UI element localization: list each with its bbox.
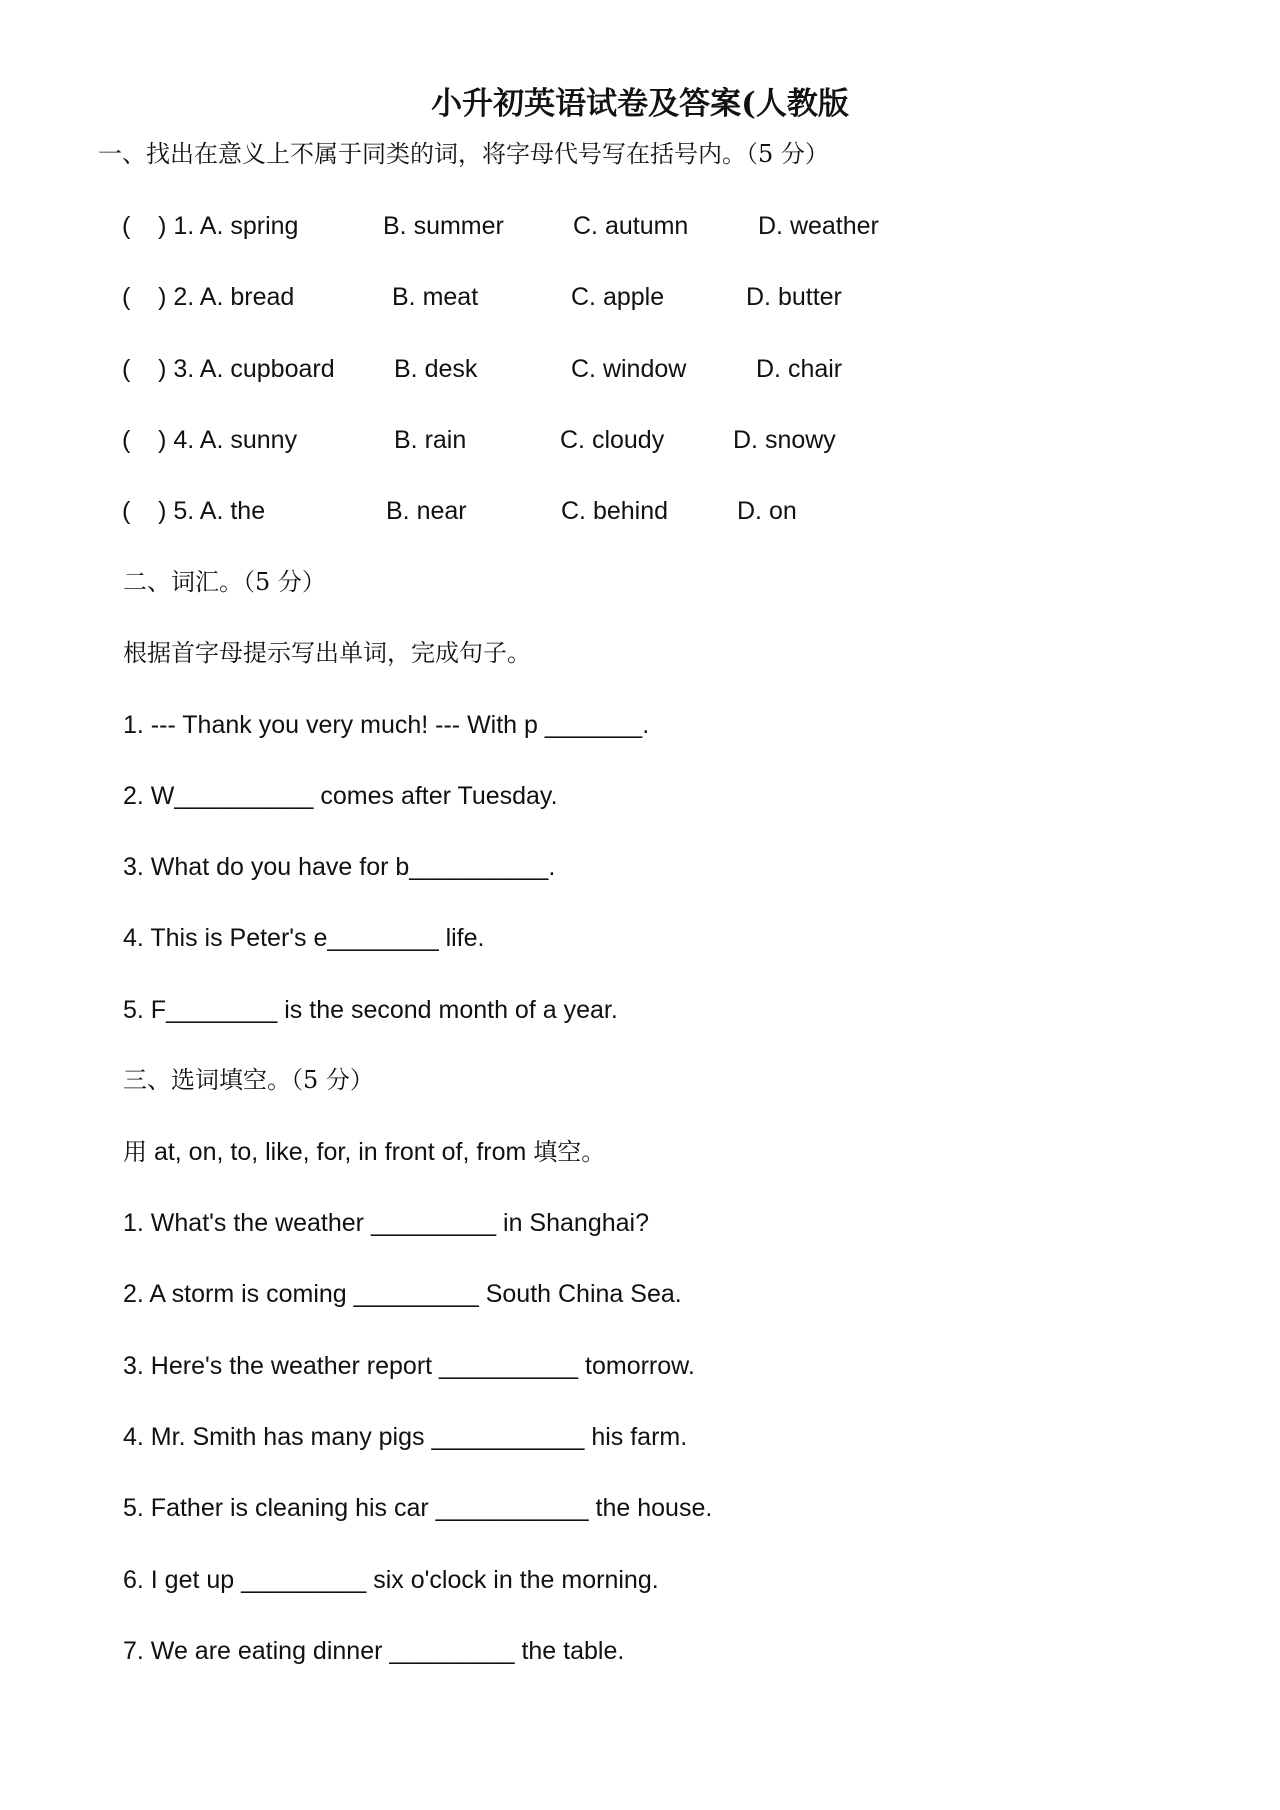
section3-question-1: 1. What's the weather _________ in Shanghai? [123, 1209, 649, 1237]
instruction-prefix: 用 [123, 1138, 147, 1166]
instruction-word-list: at, on, to, like, for, in front of, from [147, 1138, 534, 1166]
section1-heading: 一、找出在意义上不属于同类的词，将字母代号写在括号内。（5 分） [98, 140, 829, 168]
item-number-a: ( ) 1. A. spring [122, 212, 299, 240]
option-d: D. on [737, 497, 797, 525]
section2-question-5: 5. F________ is the second month of a year. [123, 996, 618, 1024]
section2-question-1: 1. --- Thank you very much! --- With p _______. [123, 711, 650, 739]
option-d: D. chair [756, 355, 843, 383]
option-c: C. behind [561, 497, 669, 525]
item-number-a: ( ) 5. A. the [122, 497, 266, 525]
option-d: D. weather [758, 212, 879, 240]
section3-question-2: 2. A storm is coming _________ South China Sea. [123, 1280, 682, 1308]
option-b: B. desk [394, 355, 478, 383]
section3-question-6: 6. I get up _________ six o'clock in the morning. [123, 1566, 659, 1594]
section3-question-5: 5. Father is cleaning his car ___________ the house. [123, 1494, 713, 1522]
instruction-suffix: 填空。 [533, 1138, 606, 1166]
section3-question-4: 4. Mr. Smith has many pigs ___________ his farm. [123, 1423, 688, 1451]
section3-heading: 三、选词填空。（5 分） [123, 1066, 374, 1094]
option-c: C. autumn [573, 212, 689, 240]
item-number-a: ( ) 4. A. sunny [122, 426, 298, 454]
option-b: B. meat [392, 283, 479, 311]
section2-question-2: 2. W__________ comes after Tuesday. [123, 782, 558, 810]
item-number-a: ( ) 3. A. cupboard [122, 355, 335, 383]
section3-instruction [123, 1136, 605, 1168]
section2-instruction: 根据首字母提示写出单词，完成句子。 [123, 639, 531, 667]
section3-question-7: 7. We are eating dinner _________ the table. [123, 1637, 625, 1665]
option-b: B. summer [383, 212, 504, 240]
section2-question-4: 4. This is Peter's e________ life. [123, 924, 485, 952]
option-c: C. window [571, 355, 687, 383]
option-b: B. rain [394, 426, 467, 454]
option-c: C. cloudy [560, 426, 665, 454]
section2-question-3: 3. What do you have for b__________. [123, 853, 556, 881]
page-title: 小升初英语试卷及答案(人教版 [431, 86, 849, 122]
section2-heading: 二、词汇。（5 分） [123, 568, 326, 596]
option-b: B. near [386, 497, 467, 525]
section3-question-3: 3. Here's the weather report __________ tomorrow. [123, 1352, 695, 1380]
option-d: D. butter [746, 283, 842, 311]
option-c: C. apple [571, 283, 665, 311]
option-d: D. snowy [733, 426, 836, 454]
item-number-a: ( ) 2. A. bread [122, 283, 295, 311]
